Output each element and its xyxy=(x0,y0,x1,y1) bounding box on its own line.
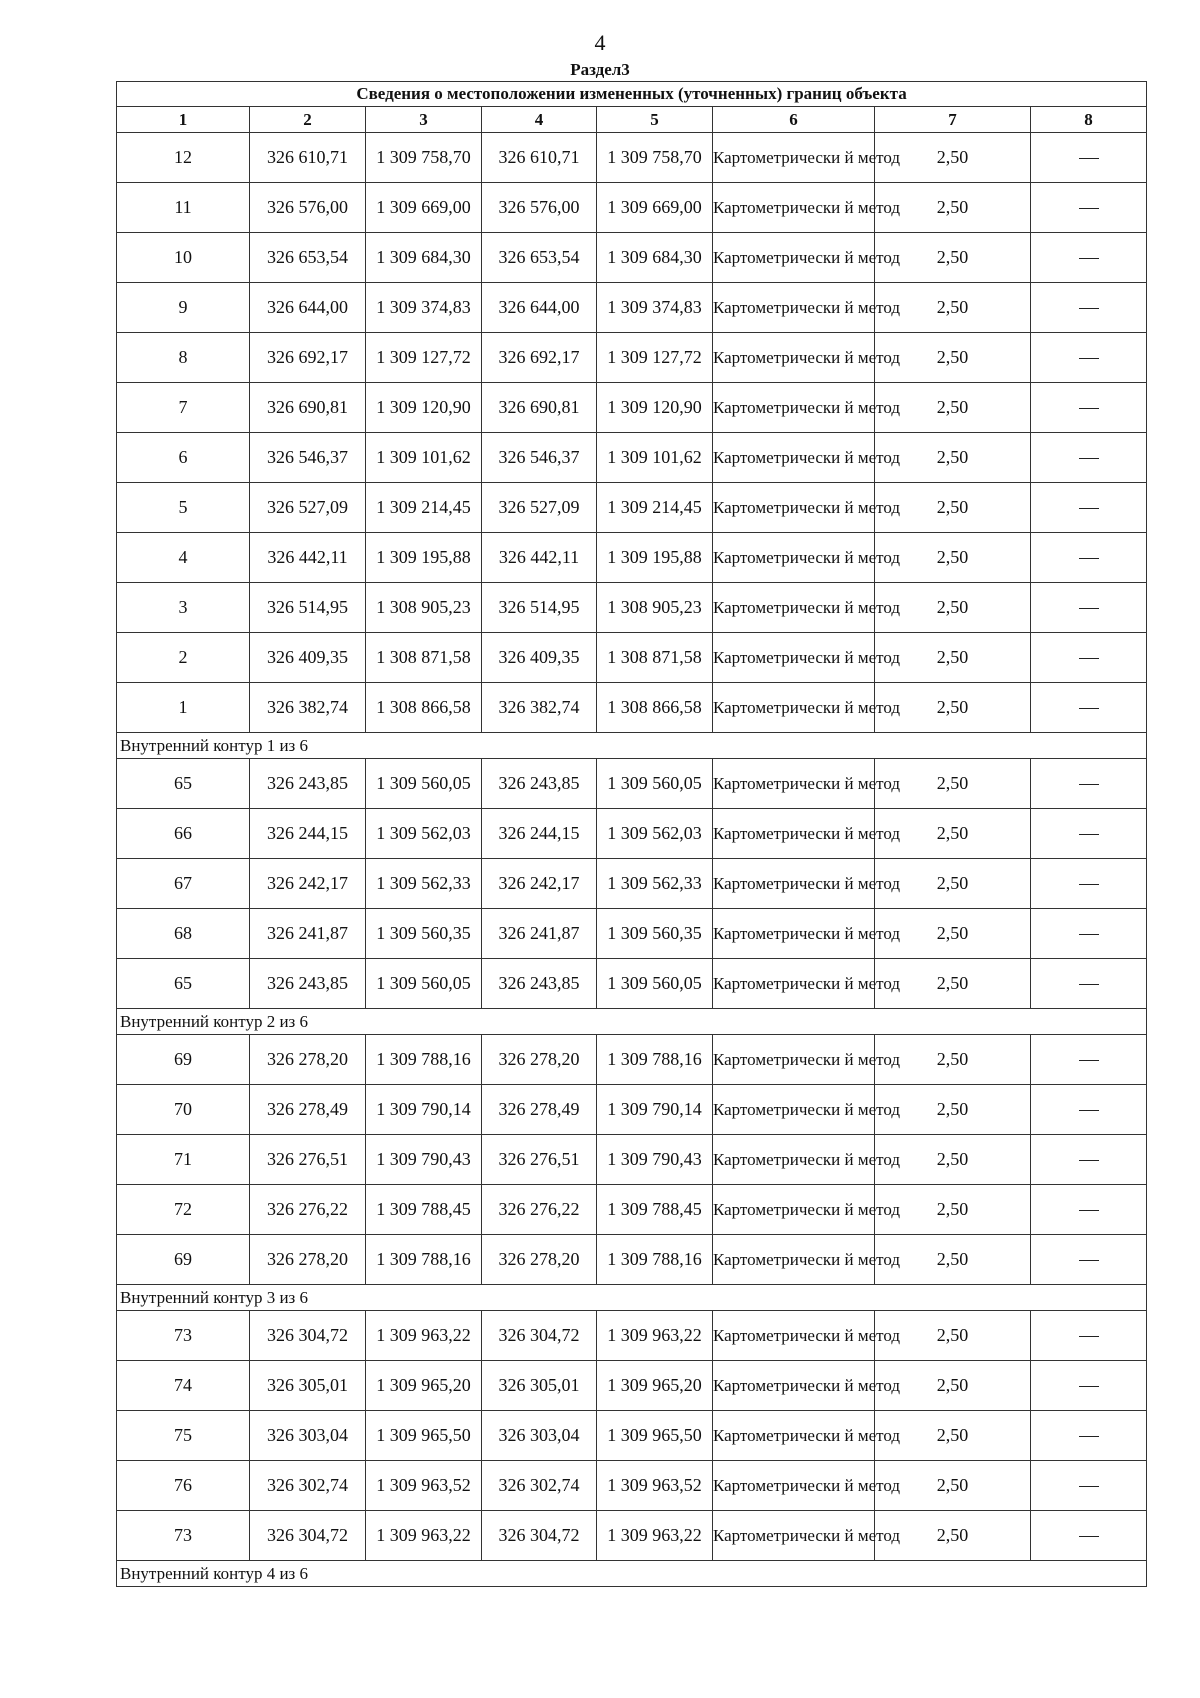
dash-mark xyxy=(1079,884,1099,885)
x-new-cell: 326 442,11 xyxy=(482,533,597,583)
y-new-cell: 1 309 965,50 xyxy=(597,1411,713,1461)
method-cell: Картометрически й метод xyxy=(713,333,875,383)
y-old-cell: 1 309 788,16 xyxy=(366,1035,482,1085)
note-cell xyxy=(1031,1311,1147,1361)
x-new-cell: 326 382,74 xyxy=(482,683,597,733)
column-header: 4 xyxy=(482,107,597,133)
contour-label: Внутренний контур 1 из 6 xyxy=(117,733,1147,759)
x-old-cell: 326 514,95 xyxy=(250,583,366,633)
y-old-cell: 1 309 963,22 xyxy=(366,1511,482,1561)
table-row xyxy=(117,583,1147,633)
method-cell: Картометрически й метод xyxy=(713,1311,875,1361)
x-old-cell: 326 610,71 xyxy=(250,133,366,183)
y-old-cell: 1 309 374,83 xyxy=(366,283,482,333)
dash-mark xyxy=(1079,608,1099,609)
accuracy-cell: 2,50 xyxy=(875,1085,1031,1135)
note-cell xyxy=(1031,483,1147,533)
column-header-row xyxy=(117,107,1147,133)
accuracy-cell: 2,50 xyxy=(875,1511,1031,1561)
point-number-cell: 65 xyxy=(117,959,250,1009)
point-number-cell: 3 xyxy=(117,583,250,633)
note-cell xyxy=(1031,233,1147,283)
table-row xyxy=(117,433,1147,483)
accuracy-cell: 2,50 xyxy=(875,233,1031,283)
x-new-cell: 326 576,00 xyxy=(482,183,597,233)
x-old-cell: 326 243,85 xyxy=(250,959,366,1009)
y-new-cell: 1 309 195,88 xyxy=(597,533,713,583)
point-number-cell: 76 xyxy=(117,1461,250,1511)
x-new-cell: 326 692,17 xyxy=(482,333,597,383)
dash-mark xyxy=(1079,1336,1099,1337)
method-cell: Картометрически й метод xyxy=(713,483,875,533)
table-row xyxy=(117,759,1147,809)
method-cell: Картометрически й метод xyxy=(713,1511,875,1561)
note-cell xyxy=(1031,283,1147,333)
table-row xyxy=(117,333,1147,383)
point-number-cell: 6 xyxy=(117,433,250,483)
y-old-cell: 1 309 127,72 xyxy=(366,333,482,383)
point-number-cell: 73 xyxy=(117,1511,250,1561)
x-old-cell: 326 276,22 xyxy=(250,1185,366,1235)
x-old-cell: 326 527,09 xyxy=(250,483,366,533)
x-old-cell: 326 576,00 xyxy=(250,183,366,233)
y-old-cell: 1 308 866,58 xyxy=(366,683,482,733)
table-row xyxy=(117,133,1147,183)
x-old-cell: 326 690,81 xyxy=(250,383,366,433)
table-row xyxy=(117,383,1147,433)
note-cell xyxy=(1031,859,1147,909)
table-row xyxy=(117,483,1147,533)
x-old-cell: 326 692,17 xyxy=(250,333,366,383)
table-row xyxy=(117,1185,1147,1235)
accuracy-cell: 2,50 xyxy=(875,583,1031,633)
dash-mark xyxy=(1079,984,1099,985)
y-old-cell: 1 308 905,23 xyxy=(366,583,482,633)
point-number-cell: 12 xyxy=(117,133,250,183)
y-new-cell: 1 309 963,22 xyxy=(597,1311,713,1361)
y-old-cell: 1 309 560,05 xyxy=(366,959,482,1009)
note-cell xyxy=(1031,1235,1147,1285)
y-new-cell: 1 309 562,03 xyxy=(597,809,713,859)
contour-label: Внутренний контур 3 из 6 xyxy=(117,1285,1147,1311)
accuracy-cell: 2,50 xyxy=(875,809,1031,859)
table-row xyxy=(117,183,1147,233)
point-number-cell: 71 xyxy=(117,1135,250,1185)
note-cell xyxy=(1031,1461,1147,1511)
point-number-cell: 9 xyxy=(117,283,250,333)
point-number-cell: 66 xyxy=(117,809,250,859)
method-cell: Картометрически й метод xyxy=(713,1085,875,1135)
contour-label: Внутренний контур 2 из 6 xyxy=(117,1009,1147,1035)
y-new-cell: 1 309 127,72 xyxy=(597,333,713,383)
point-number-cell: 68 xyxy=(117,909,250,959)
x-old-cell: 326 242,17 xyxy=(250,859,366,909)
x-new-cell: 326 242,17 xyxy=(482,859,597,909)
dash-mark xyxy=(1079,358,1099,359)
y-old-cell: 1 309 101,62 xyxy=(366,433,482,483)
point-number-cell: 69 xyxy=(117,1035,250,1085)
y-new-cell: 1 309 560,35 xyxy=(597,909,713,959)
note-cell xyxy=(1031,533,1147,583)
table-row xyxy=(117,1461,1147,1511)
x-new-cell: 326 546,37 xyxy=(482,433,597,483)
accuracy-cell: 2,50 xyxy=(875,1035,1031,1085)
y-old-cell: 1 309 965,20 xyxy=(366,1361,482,1411)
note-cell xyxy=(1031,383,1147,433)
table-row xyxy=(117,1085,1147,1135)
y-new-cell: 1 308 871,58 xyxy=(597,633,713,683)
x-old-cell: 326 278,20 xyxy=(250,1035,366,1085)
method-cell: Картометрически й метод xyxy=(713,1411,875,1461)
x-old-cell: 326 382,74 xyxy=(250,683,366,733)
table-row xyxy=(117,533,1147,583)
method-cell: Картометрически й метод xyxy=(713,283,875,333)
note-cell xyxy=(1031,1085,1147,1135)
y-new-cell: 1 309 758,70 xyxy=(597,133,713,183)
y-new-cell: 1 309 790,14 xyxy=(597,1085,713,1135)
method-cell: Картометрически й метод xyxy=(713,233,875,283)
point-number-cell: 70 xyxy=(117,1085,250,1135)
point-number-cell: 2 xyxy=(117,633,250,683)
x-new-cell: 326 304,72 xyxy=(482,1311,597,1361)
method-cell: Картометрически й метод xyxy=(713,133,875,183)
y-old-cell: 1 309 195,88 xyxy=(366,533,482,583)
y-old-cell: 1 309 963,52 xyxy=(366,1461,482,1511)
page-number: 4 xyxy=(594,30,606,55)
y-new-cell: 1 309 101,62 xyxy=(597,433,713,483)
table-row xyxy=(117,1511,1147,1561)
method-cell: Картометрически й метод xyxy=(713,633,875,683)
note-cell xyxy=(1031,809,1147,859)
method-cell: Картометрически й метод xyxy=(713,683,875,733)
contour-row xyxy=(117,1285,1147,1311)
accuracy-cell: 2,50 xyxy=(875,283,1031,333)
x-old-cell: 326 278,20 xyxy=(250,1235,366,1285)
note-cell xyxy=(1031,1035,1147,1085)
note-cell xyxy=(1031,183,1147,233)
y-old-cell: 1 309 560,05 xyxy=(366,759,482,809)
method-cell: Картометрически й метод xyxy=(713,909,875,959)
table-row xyxy=(117,909,1147,959)
note-cell xyxy=(1031,133,1147,183)
x-new-cell: 326 243,85 xyxy=(482,959,597,1009)
y-old-cell: 1 309 560,35 xyxy=(366,909,482,959)
x-new-cell: 326 302,74 xyxy=(482,1461,597,1511)
y-old-cell: 1 309 790,43 xyxy=(366,1135,482,1185)
accuracy-cell: 2,50 xyxy=(875,1411,1031,1461)
dash-mark xyxy=(1079,458,1099,459)
accuracy-cell: 2,50 xyxy=(875,683,1031,733)
note-cell xyxy=(1031,959,1147,1009)
y-new-cell: 1 309 965,20 xyxy=(597,1361,713,1411)
dash-mark xyxy=(1079,258,1099,259)
accuracy-cell: 2,50 xyxy=(875,1461,1031,1511)
table-caption: Сведения о местоположении измененных (уточненных) границ объекта xyxy=(117,82,1147,107)
contour-row xyxy=(117,1561,1147,1587)
table-row xyxy=(117,1361,1147,1411)
dash-mark xyxy=(1079,208,1099,209)
x-new-cell: 326 278,20 xyxy=(482,1235,597,1285)
y-new-cell: 1 309 560,05 xyxy=(597,959,713,1009)
y-old-cell: 1 309 788,45 xyxy=(366,1185,482,1235)
y-new-cell: 1 309 560,05 xyxy=(597,759,713,809)
method-cell: Картометрически й метод xyxy=(713,1361,875,1411)
point-number-cell: 8 xyxy=(117,333,250,383)
table-row xyxy=(117,959,1147,1009)
x-old-cell: 326 546,37 xyxy=(250,433,366,483)
y-new-cell: 1 309 214,45 xyxy=(597,483,713,533)
x-new-cell: 326 276,51 xyxy=(482,1135,597,1185)
note-cell xyxy=(1031,683,1147,733)
note-cell xyxy=(1031,1361,1147,1411)
x-new-cell: 326 303,04 xyxy=(482,1411,597,1461)
x-old-cell: 326 303,04 xyxy=(250,1411,366,1461)
y-new-cell: 1 309 374,83 xyxy=(597,283,713,333)
table-row xyxy=(117,1035,1147,1085)
x-old-cell: 326 305,01 xyxy=(250,1361,366,1411)
accuracy-cell: 2,50 xyxy=(875,133,1031,183)
y-new-cell: 1 309 963,52 xyxy=(597,1461,713,1511)
x-old-cell: 326 302,74 xyxy=(250,1461,366,1511)
dash-mark xyxy=(1079,1436,1099,1437)
x-new-cell: 326 304,72 xyxy=(482,1511,597,1561)
accuracy-cell: 2,50 xyxy=(875,1361,1031,1411)
accuracy-cell: 2,50 xyxy=(875,483,1031,533)
method-cell: Картометрически й метод xyxy=(713,433,875,483)
dash-mark xyxy=(1079,158,1099,159)
y-old-cell: 1 309 684,30 xyxy=(366,233,482,283)
note-cell xyxy=(1031,1511,1147,1561)
y-new-cell: 1 309 963,22 xyxy=(597,1511,713,1561)
dash-mark xyxy=(1079,1160,1099,1161)
dash-mark xyxy=(1079,1210,1099,1211)
dash-mark xyxy=(1079,834,1099,835)
note-cell xyxy=(1031,433,1147,483)
table-row xyxy=(117,683,1147,733)
method-cell: Картометрически й метод xyxy=(713,183,875,233)
point-number-cell: 75 xyxy=(117,1411,250,1461)
note-cell xyxy=(1031,909,1147,959)
point-number-cell: 69 xyxy=(117,1235,250,1285)
dash-mark xyxy=(1079,1386,1099,1387)
note-cell xyxy=(1031,1411,1147,1461)
table-row xyxy=(117,233,1147,283)
dash-mark xyxy=(1079,1110,1099,1111)
x-new-cell: 326 610,71 xyxy=(482,133,597,183)
accuracy-cell: 2,50 xyxy=(875,909,1031,959)
method-cell: Картометрически й метод xyxy=(713,383,875,433)
x-new-cell: 326 278,49 xyxy=(482,1085,597,1135)
method-cell: Картометрически й метод xyxy=(713,1235,875,1285)
dash-mark xyxy=(1079,1536,1099,1537)
column-header: 1 xyxy=(117,107,250,133)
x-new-cell: 326 244,15 xyxy=(482,809,597,859)
point-number-cell: 1 xyxy=(117,683,250,733)
dash-mark xyxy=(1079,558,1099,559)
y-new-cell: 1 309 790,43 xyxy=(597,1135,713,1185)
method-cell: Картометрически й метод xyxy=(713,1035,875,1085)
accuracy-cell: 2,50 xyxy=(875,183,1031,233)
x-old-cell: 326 243,85 xyxy=(250,759,366,809)
point-number-cell: 10 xyxy=(117,233,250,283)
x-old-cell: 326 244,15 xyxy=(250,809,366,859)
method-cell: Картометрически й метод xyxy=(713,583,875,633)
contour-label: Внутренний контур 4 из 6 xyxy=(117,1561,1147,1587)
accuracy-cell: 2,50 xyxy=(875,1235,1031,1285)
dash-mark xyxy=(1079,1260,1099,1261)
y-old-cell: 1 309 965,50 xyxy=(366,1411,482,1461)
dash-mark xyxy=(1079,1060,1099,1061)
x-new-cell: 326 644,00 xyxy=(482,283,597,333)
table-row xyxy=(117,1135,1147,1185)
x-old-cell: 326 304,72 xyxy=(250,1311,366,1361)
y-old-cell: 1 309 120,90 xyxy=(366,383,482,433)
y-new-cell: 1 308 905,23 xyxy=(597,583,713,633)
point-number-cell: 73 xyxy=(117,1311,250,1361)
accuracy-cell: 2,50 xyxy=(875,533,1031,583)
y-old-cell: 1 309 669,00 xyxy=(366,183,482,233)
x-old-cell: 326 276,51 xyxy=(250,1135,366,1185)
x-old-cell: 326 409,35 xyxy=(250,633,366,683)
accuracy-cell: 2,50 xyxy=(875,383,1031,433)
table-row xyxy=(117,633,1147,683)
x-old-cell: 326 278,49 xyxy=(250,1085,366,1135)
y-new-cell: 1 309 788,45 xyxy=(597,1185,713,1235)
x-old-cell: 326 653,54 xyxy=(250,233,366,283)
column-header: 7 xyxy=(875,107,1031,133)
accuracy-cell: 2,50 xyxy=(875,759,1031,809)
table-row xyxy=(117,1311,1147,1361)
y-old-cell: 1 309 788,16 xyxy=(366,1235,482,1285)
y-old-cell: 1 309 562,03 xyxy=(366,809,482,859)
y-new-cell: 1 309 788,16 xyxy=(597,1035,713,1085)
x-old-cell: 326 241,87 xyxy=(250,909,366,959)
x-old-cell: 326 442,11 xyxy=(250,533,366,583)
method-cell: Картометрически й метод xyxy=(713,809,875,859)
table-row xyxy=(117,809,1147,859)
y-new-cell: 1 309 684,30 xyxy=(597,233,713,283)
y-old-cell: 1 308 871,58 xyxy=(366,633,482,683)
table-row xyxy=(117,1411,1147,1461)
x-new-cell: 326 653,54 xyxy=(482,233,597,283)
note-cell xyxy=(1031,633,1147,683)
y-new-cell: 1 308 866,58 xyxy=(597,683,713,733)
x-old-cell: 326 644,00 xyxy=(250,283,366,333)
table-row xyxy=(117,283,1147,333)
method-cell: Картометрически й метод xyxy=(713,1185,875,1235)
x-new-cell: 326 305,01 xyxy=(482,1361,597,1411)
point-number-cell: 4 xyxy=(117,533,250,583)
x-new-cell: 326 243,85 xyxy=(482,759,597,809)
table-row xyxy=(117,1235,1147,1285)
y-new-cell: 1 309 120,90 xyxy=(597,383,713,433)
point-number-cell: 67 xyxy=(117,859,250,909)
note-cell xyxy=(1031,1135,1147,1185)
dash-mark xyxy=(1079,1486,1099,1487)
column-header: 5 xyxy=(597,107,713,133)
y-old-cell: 1 309 562,33 xyxy=(366,859,482,909)
method-cell: Картометрически й метод xyxy=(713,533,875,583)
column-header: 2 xyxy=(250,107,366,133)
y-old-cell: 1 309 963,22 xyxy=(366,1311,482,1361)
note-cell xyxy=(1031,1185,1147,1235)
accuracy-cell: 2,50 xyxy=(875,333,1031,383)
y-new-cell: 1 309 562,33 xyxy=(597,859,713,909)
table-body xyxy=(117,133,1147,1587)
table-caption-row xyxy=(117,82,1147,107)
accuracy-cell: 2,50 xyxy=(875,1135,1031,1185)
method-cell: Картометрически й метод xyxy=(713,959,875,1009)
x-new-cell: 326 514,95 xyxy=(482,583,597,633)
method-cell: Картометрически й метод xyxy=(713,859,875,909)
x-new-cell: 326 409,35 xyxy=(482,633,597,683)
x-new-cell: 326 241,87 xyxy=(482,909,597,959)
point-number-cell: 7 xyxy=(117,383,250,433)
contour-row xyxy=(117,1009,1147,1035)
method-cell: Картометрически й метод xyxy=(713,1461,875,1511)
x-new-cell: 326 276,22 xyxy=(482,1185,597,1235)
accuracy-cell: 2,50 xyxy=(875,1185,1031,1235)
method-cell: Картометрически й метод xyxy=(713,759,875,809)
dash-mark xyxy=(1079,708,1099,709)
accuracy-cell: 2,50 xyxy=(875,633,1031,683)
y-new-cell: 1 309 788,16 xyxy=(597,1235,713,1285)
note-cell xyxy=(1031,333,1147,383)
note-cell xyxy=(1031,583,1147,633)
column-header: 6 xyxy=(713,107,875,133)
x-new-cell: 326 527,09 xyxy=(482,483,597,533)
dash-mark xyxy=(1079,934,1099,935)
accuracy-cell: 2,50 xyxy=(875,1311,1031,1361)
y-old-cell: 1 309 790,14 xyxy=(366,1085,482,1135)
accuracy-cell: 2,50 xyxy=(875,859,1031,909)
y-old-cell: 1 309 214,45 xyxy=(366,483,482,533)
dash-mark xyxy=(1079,658,1099,659)
x-old-cell: 326 304,72 xyxy=(250,1511,366,1561)
coordinates-table xyxy=(116,81,1147,1587)
point-number-cell: 5 xyxy=(117,483,250,533)
x-new-cell: 326 690,81 xyxy=(482,383,597,433)
dash-mark xyxy=(1079,408,1099,409)
y-new-cell: 1 309 669,00 xyxy=(597,183,713,233)
point-number-cell: 74 xyxy=(117,1361,250,1411)
x-new-cell: 326 278,20 xyxy=(482,1035,597,1085)
dash-mark xyxy=(1079,508,1099,509)
section-title: Раздел3 xyxy=(570,60,630,79)
column-header: 3 xyxy=(366,107,482,133)
column-header: 8 xyxy=(1031,107,1147,133)
accuracy-cell: 2,50 xyxy=(875,433,1031,483)
y-old-cell: 1 309 758,70 xyxy=(366,133,482,183)
method-cell: Картометрически й метод xyxy=(713,1135,875,1185)
note-cell xyxy=(1031,759,1147,809)
table-row xyxy=(117,859,1147,909)
dash-mark xyxy=(1079,308,1099,309)
point-number-cell: 11 xyxy=(117,183,250,233)
point-number-cell: 72 xyxy=(117,1185,250,1235)
point-number-cell: 65 xyxy=(117,759,250,809)
accuracy-cell: 2,50 xyxy=(875,959,1031,1009)
dash-mark xyxy=(1079,784,1099,785)
contour-row xyxy=(117,733,1147,759)
